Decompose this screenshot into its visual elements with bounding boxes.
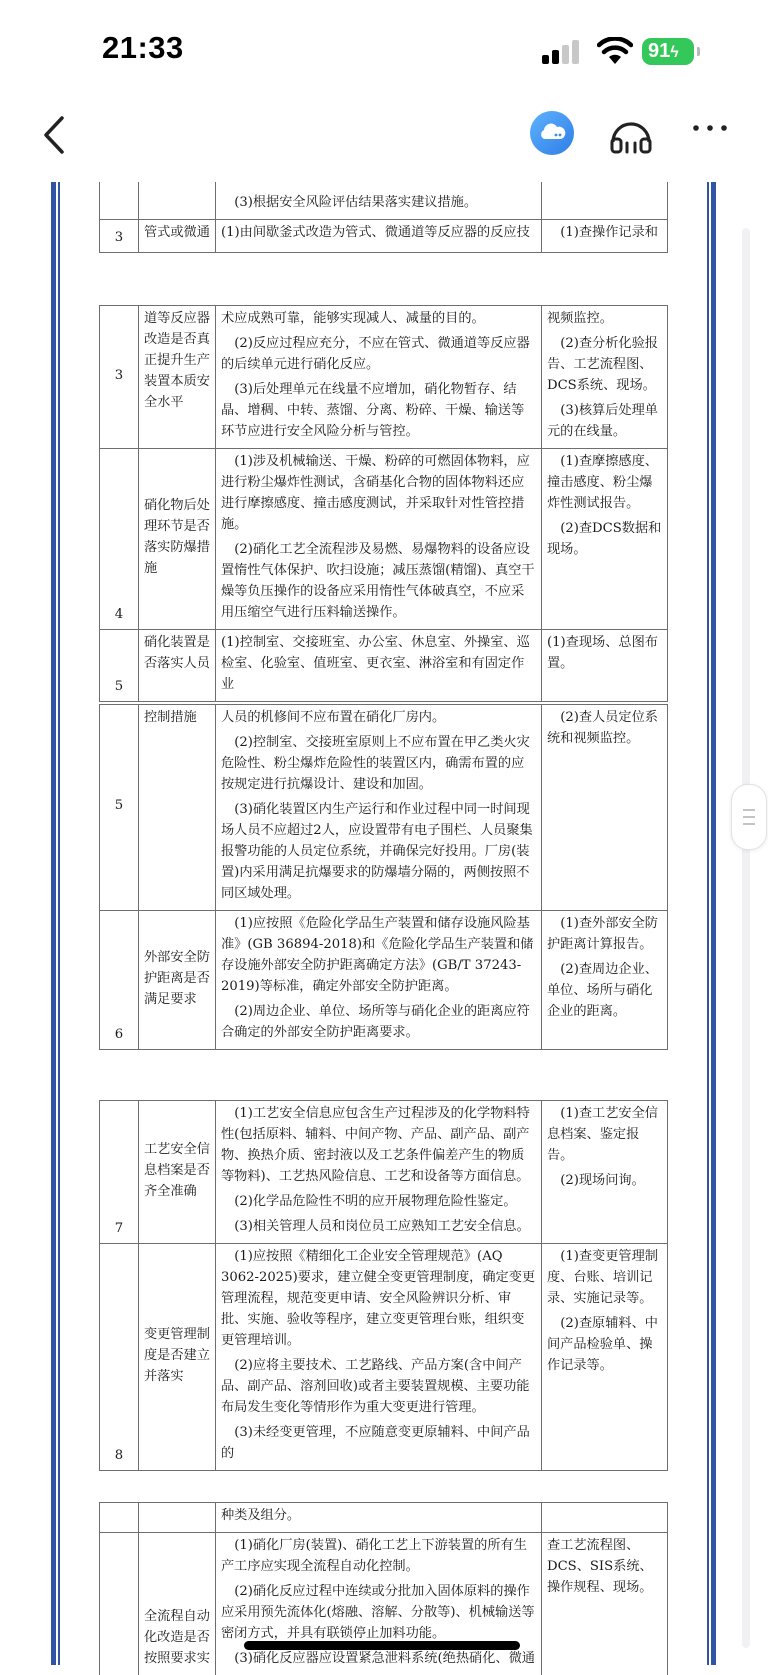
cloud-button[interactable]: [530, 111, 574, 155]
cell-text: (2)查人员定位系统和视频监控。: [547, 707, 662, 749]
charging-bolt-icon: ϟ: [670, 44, 678, 61]
grip-line: [743, 816, 755, 818]
cell-text: 种类及组分。: [221, 1505, 536, 1526]
cell-text: (2)现场问询。: [547, 1170, 662, 1191]
cell-text: (3)根据安全风险评估结果落实建议措施。: [221, 192, 536, 213]
requirement-cell: [216, 449, 542, 630]
cell-text: (3)相关管理人员和岗位员工应熟知工艺安全信息。: [221, 1216, 536, 1237]
cell-text: (2)查DCS数据和现场。: [547, 518, 662, 560]
status-time: 21:33: [102, 30, 184, 66]
table-fragment-1: [99, 182, 668, 253]
table-cell: [100, 182, 139, 219]
cell-text: (1)由间歇釜式改造为管式、微通道等反应器的反应技: [221, 222, 536, 243]
requirement-cell: [216, 219, 542, 252]
table-cell: [139, 1503, 216, 1533]
cell-text: (1)硝化厂房(装置)、硝化工艺上下游装置的所有生产工序应实现全流程自动化控制。: [221, 1535, 536, 1577]
cell-text: (1)应按照《危险化学品生产装置和储存设施风险基准》(GB 36894-2018)和《危险化学品生产装置和储存设施外部安全防护距离确定方法》(GB/T 37243-2019)等标准，确定外部安全防护距离。: [221, 913, 536, 997]
check-cell: [542, 630, 668, 702]
row-number: 4: [100, 449, 139, 630]
cell-text: (2)反应过程应充分，不应在管式、微通道等反应器的后续单元进行硝化反应。: [221, 333, 536, 375]
requirement-cell: [216, 1533, 542, 1675]
cell-text: (3)硝化反应器应设置紧急泄料系统(绝热硝化、微通: [221, 1648, 536, 1669]
status-bar: [0, 0, 768, 100]
item-text: 全流程自动化改造是否按照要求实: [144, 1606, 210, 1669]
grip-line: [743, 809, 755, 811]
more-icon[interactable]: [690, 118, 730, 138]
item-cell: [139, 1101, 216, 1244]
requirement-cell: [216, 1101, 542, 1244]
cell-text: (3)后处理单元在线量不应增加，硝化物暂存、结晶、增稠、中转、蒸馏、分离、粉碎、干燥、输送等环节应进行安全风险分析与管控。: [221, 379, 536, 442]
check-cell: [542, 1533, 668, 1675]
row-number: 7: [100, 1101, 139, 1244]
requirement-cell: [216, 1244, 542, 1471]
cell-text: (2)控制室、交接班室原则上不应布置在甲乙类火灾危险性、粉尘爆炸危险性的装置区内，确需布置的应按规定进行抗爆设计、建设和加固。: [221, 732, 536, 795]
item-cell: [139, 630, 216, 702]
home-indicator[interactable]: [244, 1641, 520, 1650]
item-cell: [139, 219, 216, 252]
cell-text: (2)周边企业、单位、场所等与硝化企业的距离应符合确定的外部安全防护距离要求。: [221, 1001, 536, 1043]
cell-text: (2)硝化反应过程中连续或分批加入固体原料的操作应采用预先流体化(熔融、溶解、分散等)、机械输送等密闭方式，并具有联锁停止加料功能。: [221, 1581, 536, 1644]
check-cell: [542, 705, 668, 911]
battery-indicator: [642, 38, 694, 65]
item-text: 管式或微通: [144, 222, 210, 243]
page-border-left-inner: [58, 182, 60, 1665]
cell-text: 术应成熟可靠，能够实现减人、减量的目的。: [221, 308, 536, 329]
table-cell: [542, 182, 668, 219]
cell-text: 查工艺流程图、DCS、SIS系统、操作规程、现场。: [547, 1535, 662, 1598]
headphones-icon[interactable]: [608, 112, 654, 156]
cell-text: 视频监控。: [547, 308, 662, 329]
item-text: 道等反应器改造是否真正提升生产装置本质安全水平: [144, 308, 210, 413]
cell-text: (1)查变更管理制度、台账、培训记录、实施记录等。: [547, 1246, 662, 1309]
check-cell: [542, 219, 668, 252]
page-border-right-inner: [707, 182, 709, 1665]
cell-text: (2)查分析化验报告、工艺流程图、DCS系统、现场。: [547, 333, 662, 396]
page-border-left-outer: [51, 182, 56, 1665]
item-text: 工艺安全信息档案是否齐全准确: [144, 1139, 210, 1202]
check-cell: [542, 1101, 668, 1244]
table-cell: [216, 182, 542, 219]
cell-text: (1)应按照《精细化工企业安全管理规范》(AQ 3062-2025)要求，建立健全变更管理制度，确定变更管理流程，规范变更申请、安全风险辨识分析、审批、实施、验收等程序，建立变更管理台账，组织变更管理培训。: [221, 1246, 536, 1351]
item-cell: [139, 306, 216, 449]
wifi-icon: [597, 37, 633, 65]
check-cell: [542, 449, 668, 630]
table-cell: [139, 182, 216, 219]
chevron-left-icon[interactable]: [38, 110, 78, 160]
table-cell: [100, 1503, 139, 1533]
item-cell: [139, 705, 216, 911]
item-text: 硝化装置是否落实人员: [144, 632, 210, 674]
row-number: 5: [100, 630, 139, 702]
table-fragment-3: [99, 704, 668, 1050]
cell-text: (1)控制室、交接班室、办公室、休息室、外操室、巡检室、化验室、值班室、更衣室、淋浴室和有固定作业: [221, 632, 536, 695]
cell-text: (3)核算后处理单元的在线量。: [547, 400, 662, 442]
row-number: 3: [100, 219, 139, 252]
row-number: 5: [100, 705, 139, 911]
row-number: 6: [100, 911, 139, 1050]
battery-level: 91: [648, 40, 670, 62]
cell-text: (3)未经变更管理，不应随意变更原辅料、中间产品的: [221, 1422, 536, 1464]
requirement-cell: [216, 306, 542, 449]
battery-tip: [697, 47, 700, 56]
cell-text: (2)查周边企业、单位、场所与硝化企业的距离。: [547, 959, 662, 1022]
table-cell: [100, 1533, 139, 1675]
cell-text: (1)工艺安全信息应包含生产过程涉及的化学物料特性(包括原料、辅料、中间产物、产品、副产品、副产物、换热介质、密封液以及工艺条件偏差产生的物质等物料)、工艺热风险信息、工艺和设备等方面信息。: [221, 1103, 536, 1187]
requirement-cell: [216, 630, 542, 702]
cell-text: (1)查工艺安全信息档案、鉴定报告。: [547, 1103, 662, 1166]
cell-text: (3)硝化装置区内生产运行和作业过程中同一时间现场人员不应超过2人，应设置带有电子围栏、人员聚集报警功能的人员定位系统，并确保完好投用。厂房(装置)内采用满足抗爆要求的防爆墙分隔的，两侧按照不同区域处理。: [221, 799, 536, 904]
item-text: 变更管理制度是否建立并落实: [144, 1324, 210, 1387]
check-cell: [542, 306, 668, 449]
cell-text: (1)查操作记录和: [547, 222, 662, 243]
page-border-right-outer: [711, 182, 716, 1665]
scroll-track[interactable]: [742, 228, 750, 1648]
row-number: 8: [100, 1244, 139, 1471]
item-cell: [139, 1533, 216, 1675]
cell-text: (1)查现场、总图布置。: [547, 632, 662, 674]
cell-text: (1)查外部安全防护距离计算报告。: [547, 913, 662, 955]
table-fragment-4: [99, 1100, 668, 1471]
scroll-handle[interactable]: [731, 784, 767, 850]
cell-text: (1)涉及机械输送、干燥、粉碎的可燃固体物料，应进行粉尘爆炸性测试，含硝基化合物的固体物料还应进行摩擦感度、撞击感度测试，并采取针对性管控措施。: [221, 451, 536, 535]
requirement-cell: [216, 911, 542, 1050]
grip-line: [743, 823, 755, 825]
cloud-icon: [530, 111, 574, 155]
item-text: 控制措施: [144, 707, 210, 728]
cell-text: (2)硝化工艺全流程涉及易燃、易爆物料的设备应设置惰性气体保护、吹扫设施；减压蒸馏(精馏)、真空干燥等负压操作的设备应采用惰性气体破真空，不应采用压缩空气进行压料输送操作。: [221, 539, 536, 623]
cell-text: (2)查原辅料、中间产品检验单、操作记录等。: [547, 1313, 662, 1376]
cellular-signal-icon: [542, 40, 582, 64]
item-cell: [139, 449, 216, 630]
table-cell: [542, 1503, 668, 1533]
cell-text: (2)化学品危险性不明的应开展物理危险性鉴定。: [221, 1191, 536, 1212]
cell-text: (2)应将主要技术、工艺路线、产品方案(含中间产品、副产品、溶剂回收)或者主要装置规模、主要功能布局发生变化等情形作为重大变更进行管理。: [221, 1355, 536, 1418]
check-cell: [542, 911, 668, 1050]
row-number: 3: [100, 306, 139, 449]
cell-text: (1)查摩擦感度、撞击感度、粉尘爆炸性测试报告。: [547, 451, 662, 514]
requirement-cell: [216, 705, 542, 911]
item-cell: [139, 911, 216, 1050]
table-fragment-2: [99, 305, 668, 702]
item-text: 外部安全防护距离是否满足要求: [144, 947, 210, 1010]
cell-text: 人员的机修间不应布置在硝化厂房内。: [221, 707, 536, 728]
requirement-cell: [216, 1503, 542, 1533]
item-text: 硝化物后处理环节是否落实防爆措施: [144, 495, 210, 579]
item-cell: [139, 1244, 216, 1471]
check-cell: [542, 1244, 668, 1471]
